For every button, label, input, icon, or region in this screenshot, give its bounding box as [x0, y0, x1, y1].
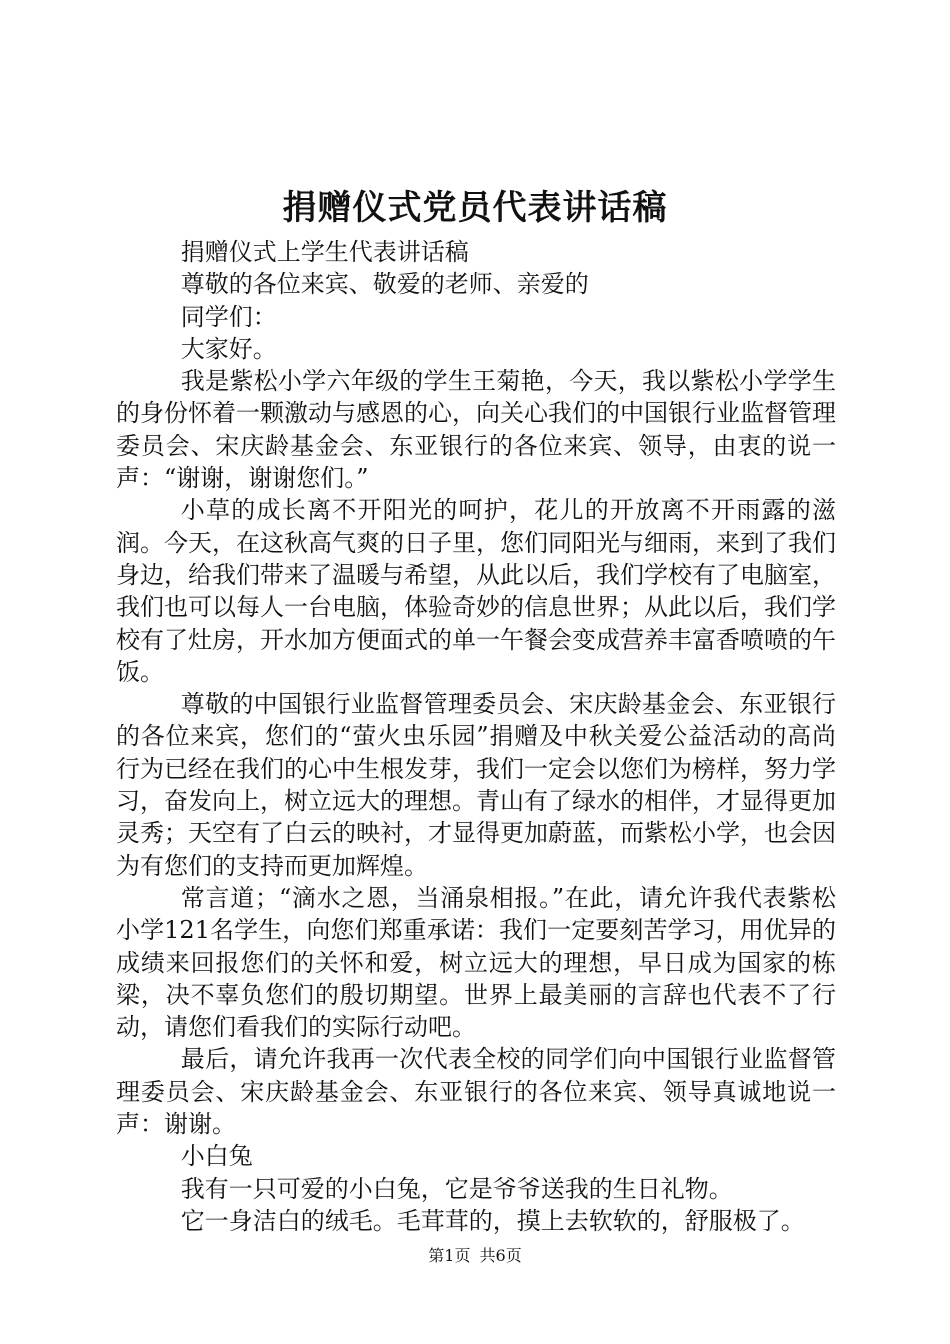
paragraph: 捐赠仪式上学生代表讲话稿 [180, 238, 469, 266]
paragraph: 常言道；“滴水之恩，当涌泉相报。”在此，请允许我代表紫松小学121名学生，向您们郑重承诺：我们一定要刻苦学习，用优异的成绩来回报您们的关怀和爱，树立远大的理想，早日成为国家的栋梁，决不辜负您们的殷切期望。世界上最美丽的言辞也代表不了行动，请您们看我们的实际行动吧。 [116, 883, 836, 1042]
paragraph: 大家好。 [180, 334, 277, 363]
paragraph: 最后，请允许我再一次代表全校的同学们向中国银行业监督管理委员会、宋庆龄基金会、东亚银行的各位来宾、领导真诚地说一声：谢谢。 [116, 1045, 836, 1139]
paragraph: 尊敬的各位来宾、敬爱的老师、亲爱的 [180, 270, 589, 299]
paragraph: 小白兔 [180, 1142, 253, 1171]
paragraph: 小草的成长离不开阳光的呵护，花儿的开放离不开雨露的滋润。今天，在这秋高气爽的日子里，您们同阳光与细雨，来到了我们身边，给我们带来了温暖与希望，从此以后，我们学校有了电脑室，我们也可以每人一台电脑，体验奇妙的信息世界；从此以后，我们学校有了灶房，开水加方便面式的单一午餐会变成营养丰富香喷喷的午饭。 [116, 496, 836, 686]
document-body [116, 236, 836, 1237]
page-number-footer: 第1页 共6页 [428, 1246, 522, 1265]
paragraph: 我有一只可爱的小白兔，它是爷爷送我的生日礼物。 [180, 1174, 733, 1203]
paragraph: 它一身洁白的绒毛。毛茸茸的，摸上去软软的，舒服极了。 [180, 1206, 805, 1235]
paragraph: 同学们： [180, 302, 277, 331]
paragraph: 尊敬的中国银行业监督管理委员会、宋庆龄基金会、东亚银行的各位来宾，您们的“萤火虫乐园”捐赠及中秋关爱公益活动的高尚行为已经在我们的心中生根发芽，我们一定会以您们为榜样，努力学习，奋发向上，树立远大的理想。青山有了绿水的相伴，才显得更加灵秀；天空有了白云的映衬，才显得更加蔚蓝，而紫松小学，也会因为有您们的支持而更加辉煌。 [116, 690, 836, 880]
document-title: 捐赠仪式党员代表讲话稿 [282, 188, 668, 228]
paragraph: 我是紫松小学六年级的学生王菊艳，今天，我以紫松小学学生的身份怀着一颗激动与感恩的心，向关心我们的中国银行业监督管理委员会、宋庆龄基金会、东亚银行的各位来宾、领导，由衷的说一声：“谢谢，谢谢您们。” [116, 367, 836, 493]
